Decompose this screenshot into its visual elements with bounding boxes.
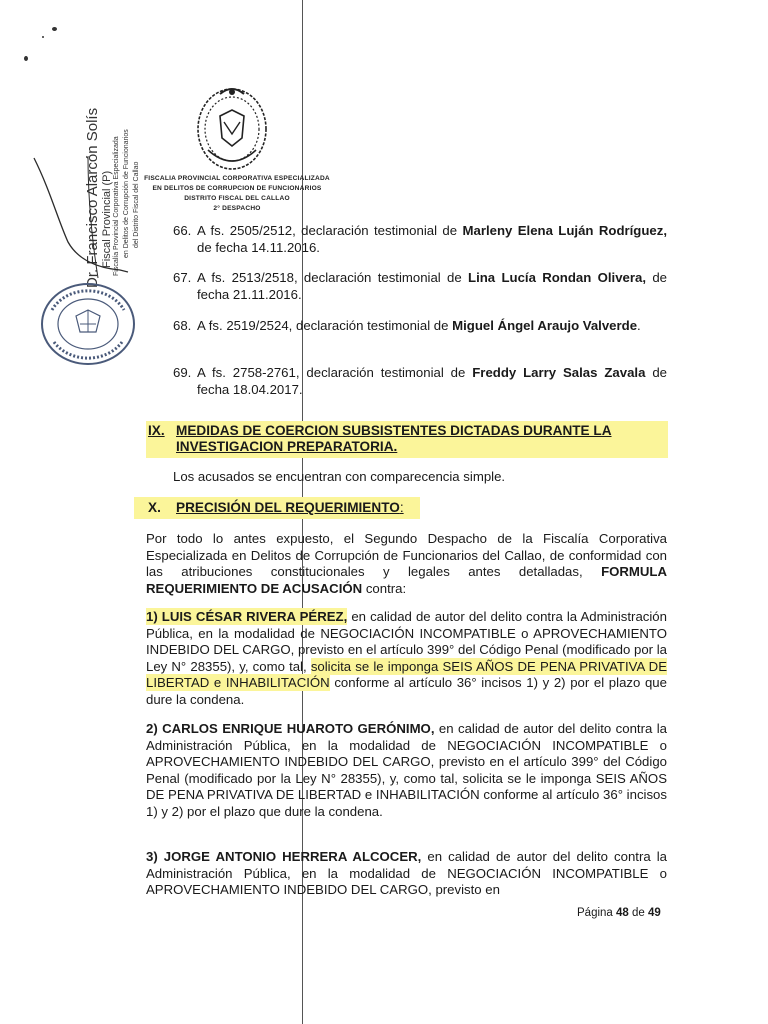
accused-name-2: 2) CARLOS ENRIQUE HUAROTO GERÓNIMO, xyxy=(146,721,435,736)
scan-speck xyxy=(24,56,28,61)
section-ix-title: MEDIDAS DE COERCION SUBSISTENTES DICTADAS DURANTE LA INVESTIGACION PREPARATORIA. xyxy=(176,423,612,454)
signature-title: Fiscal Provincial (P) xyxy=(101,170,113,268)
item-text: A fs. 2513/2518, declaración testimonial de Lina Lucía Rondan Olivera, de fecha 21.11.2016. xyxy=(197,270,667,302)
signature-office-line3: del Distrito Fiscal del Callao xyxy=(133,161,140,248)
scan-speck xyxy=(52,27,57,31)
item-number: 68. xyxy=(173,318,192,333)
section-ix-text: Los acusados se encuentran con comparecencia simple. xyxy=(173,469,506,484)
item-number: 69. xyxy=(173,365,192,380)
handwritten-signature xyxy=(28,150,148,300)
page-number: Página 48 de 49 xyxy=(577,907,661,919)
signature-name: Dr. Francisco Alarcón Solís xyxy=(84,107,101,288)
item-number: 66. xyxy=(173,223,192,238)
signature-office-line1: Fiscalía Provincial Corporativa Especializada xyxy=(113,136,120,276)
coat-of-arms-emblem xyxy=(190,80,274,175)
list-item xyxy=(173,364,667,398)
office-header-line2: EN DELITOS DE CORRUPCION DE FUNCIONARIOS xyxy=(152,185,322,192)
list-item xyxy=(173,317,667,334)
scan-speck xyxy=(42,36,44,38)
list-item xyxy=(173,222,667,256)
office-header-line3: DISTRITO FISCAL DEL CALLAO xyxy=(184,195,290,202)
section-ix-number: IX. xyxy=(148,423,165,438)
signature-office-line2: en Delitos de Corrupción de Funcionarios xyxy=(123,129,130,258)
ministry-seal-stamp xyxy=(38,280,138,368)
accused-paragraph-1: 1) LUIS CÉSAR RIVERA PÉREZ, en calidad de autor del delito contra la Administración Pública, en la modalidad de NEGOCIACIÓN INCOMPATIBLE o APROVECHAMIENTO INDEBIDO DEL CARGO, previsto en el artículo 399° del Código Penal (modificado por la Ley N° 28355), y, como tal, solicita se le imponga SEIS AÑOS DE PENA PRIVATIVA DE LIBERTAD e INHABILITACIÓN conforme al artículo 36° incisos 1) y 2) por el plazo que dure la condena. xyxy=(146,609,667,707)
section-x-number: X. xyxy=(148,500,161,515)
item-text: A fs. 2519/2524, declaración testimonial de Miguel Ángel Araujo Valverde. xyxy=(197,318,641,333)
accused-name-1: 1) LUIS CÉSAR RIVERA PÉREZ, xyxy=(146,609,348,624)
accused-paragraph-3: 3) JORGE ANTONIO HERRERA ALCOCER, en calidad de autor del delito contra la Administración Pública, en la modalidad de NEGOCIACIÓN INCOMPATIBLE o APROVECHAMIENTO INDEBIDO DEL CARGO, previsto en xyxy=(146,849,667,898)
item-text: A fs. 2505/2512, declaración testimonial de Marleny Elena Luján Rodríguez, de fecha 14.11.2016. xyxy=(197,223,667,255)
item-text: A fs. 2758-2761, declaración testimonial de Freddy Larry Salas Zavala de fecha 18.04.2017. xyxy=(197,365,667,397)
list-item xyxy=(173,269,667,303)
accused-paragraph-2: 2) CARLOS ENRIQUE HUAROTO GERÓNIMO, en calidad de autor del delito contra la Administración Pública, en la modalidad de NEGOCIACIÓN INCOMPATIBLE o APROVECHAMIENTO INDEBIDO DEL CARGO, previsto en el artículo 399° del Código Penal (modificado por la Ley N° 28355), y, como tal, solicita se le imponga SEIS AÑOS DE PENA PRIVATIVA DE LIBERTAD e INHABILITACIÓN conforme al artículo 36° incisos 1) y 2) por el plazo que dure la condena. xyxy=(146,721,667,819)
penalty-highlight: solicita se le imponga SEIS AÑOS DE PENA PRIVATIVA DE LIBERTAD e INHABILITACIÓN xyxy=(146,658,667,691)
office-header-line4: 2° DESPACHO xyxy=(213,205,261,212)
item-number: 67. xyxy=(173,270,192,285)
requirement-intro: Por todo lo antes expuesto, el Segundo Despacho de la Fiscalía Corporativa Especializada en Delitos de Corrupción de Funcionarios del Callao, de conformidad con las atribuciones constitucionales y legales antes detalladas, FORMULA REQUERIMIENTO DE ACUSACIÓN contra: xyxy=(146,531,667,596)
office-header-line1: FISCALIA PROVINCIAL CORPORATIVA ESPECIALIZADA xyxy=(144,175,330,182)
section-x-title: PRECISIÓN DEL REQUERIMIENTO: xyxy=(176,500,404,515)
accused-name-3: 3) JORGE ANTONIO HERRERA ALCOCER, xyxy=(146,849,422,864)
